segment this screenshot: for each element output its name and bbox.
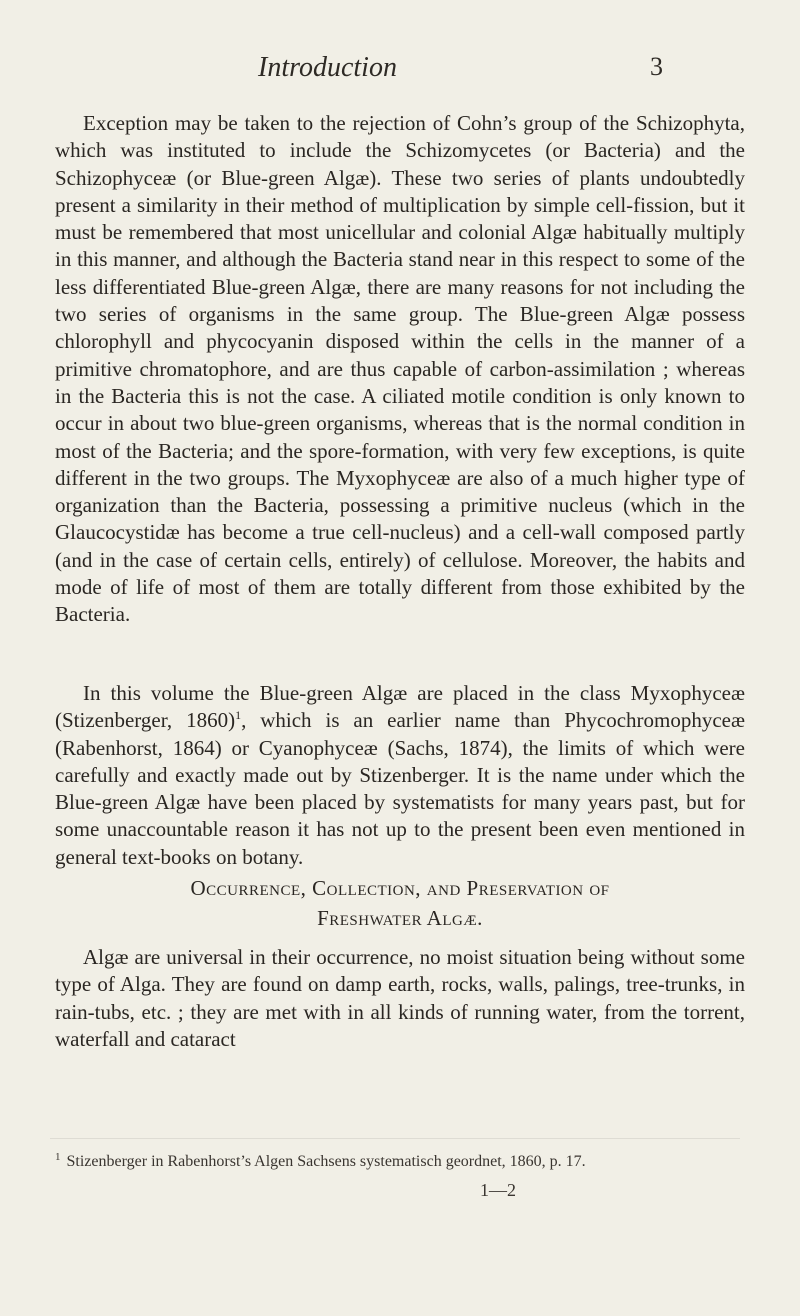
page-number: 3 [650, 52, 663, 81]
footnote-divider [50, 1138, 740, 1139]
paragraph-schizophyta [55, 110, 745, 629]
paragraph-text: Exception may be taken to the rejection of Cohn’s group of the Schizophyta, which was instituted to include the Schizomycetes (or Bacteria) and the Schizophyceæ (or Blue-green Algæ). These two series of plants undoubtedly present a similarity in their method of multiplication by simple cell-fission, but it must be remembered that most unicellular and colonial Algæ habitually multiply in this manner, and although the Bacteria stand near in this respect to some of the less differentiated Blue-green Algæ, there are many reasons for not including the two series of organisms in the same group. The Blue-green Algæ possess chlorophyll and phycocyanin disposed within the cells in the manner of a primitive chromatophore, and are thus capable of carbon-assimilation ; whereas in the Bacteria this is not the case. A ciliated motile condition is only known to occur in about two blue-green organisms, whereas that is the normal condition in most of the Bacteria; and the spore-formation, with very few exceptions, is quite different in the two groups. The Myxophyceæ are also of a much higher type of organization than the Bacteria, possessing a primitive nucleus (which in the Glaucocystidæ has become a true cell-nucleus) and a cell-wall composed partly (and in the case of certain cells, entirely) of cellulose. Moreover, the habits and mode of life of most of them are totally different from those exhibited by the Bacteria. [55, 111, 745, 627]
paragraph-text: Algæ are universal in their occurrence, no moist situation being without some type of Alga. They are found on damp earth, rocks, walls, palings, tree-trunks, in rain-tubs, etc. ; they are met with in all kinds of running water, from the torrent, waterfall and cataract [55, 945, 745, 1051]
footnote-text: Stizenberger in Rabenhorst’s Algen Sachsens systematisch geordnet, 1860, p. 17. [66, 1153, 586, 1170]
paragraph-text-continued: , which is an earlier name than Phycochromophyceæ (Rabenhorst, 1864) or Cyanophyceæ (Sachs, 1874), the limits of which were carefully and exactly made out by Stizenberger. It is the name under which the Blue-green Algæ have been placed by systematists for many years past, but for some unaccountable reason it has not up to the present been even mentioned in general text-books on botany. [55, 708, 745, 869]
paragraph-text: In this volume the Blue-green Algæ are placed in the class Myxophyceæ (Stizenberger, 1860) [55, 681, 745, 733]
footnote [55, 1150, 755, 1171]
section-heading-line-1: Occurrence, Collection, and Preservation of [190, 876, 610, 900]
paragraph-myxophyceae [55, 680, 745, 871]
footnote-marker: 1 [55, 1150, 61, 1163]
footnote-reference: 1 [235, 708, 242, 723]
section-heading-line-2: Freshwater Algæ. [317, 906, 483, 930]
running-head: Introduction [258, 52, 397, 83]
signature-mark: 1—2 [480, 1180, 516, 1200]
paragraph-occurrence [55, 944, 745, 1053]
section-heading [55, 873, 745, 933]
